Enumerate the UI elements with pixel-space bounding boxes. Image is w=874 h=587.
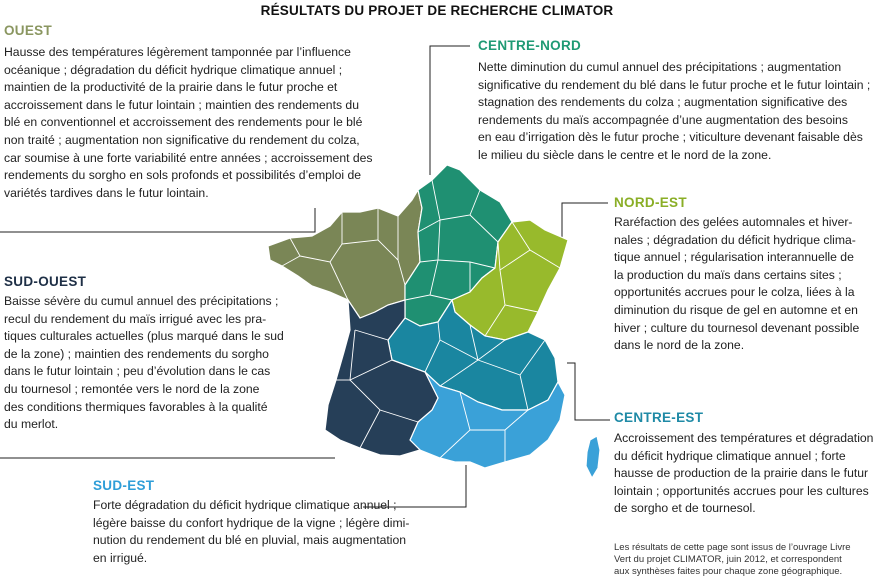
region-text-line: rendements du sorgho en sols profonds et possibilités d’emploi de [4,168,362,183]
region-heading-nord-est: NORD-EST [614,195,687,210]
region-heading-ouest: OUEST [4,23,53,38]
footnote-line: Les résultats de cette page sont issus de l’ouvrage Livre [614,542,851,553]
region-text-line: du tournesol ; remontée vers le nord de la zone [4,381,260,396]
leader-line-nord-est [562,203,608,240]
region-text-line: blé en conventionnel et accroissement des rendements pour le blé [4,115,363,130]
region-text-line: car soumise à une forte variabilité entre années ; accroissement des [4,150,373,165]
region-text-line: Hausse des températures légèrement tamponnée par l’influence [4,45,351,59]
region-text-line: significative du rendement du blé dans le futur proche et le futur lointain ; [478,77,871,92]
region-text-line: hausse de production de la prairie dans le futur [614,466,869,481]
region-text-line: accroissement dans le futur lointain ; maintien des rendements du [4,97,359,112]
region-text-line: en irrigué. [93,550,148,565]
region-text-line: Nette diminution du cumul annuel des précipitations ; augmentation [478,60,842,74]
corsica-shape [586,436,600,478]
region-text-nord-est [614,214,859,355]
region-text-line: maintien de la productivité de la prairie dans le futur proche et [4,80,338,95]
region-text-line: Raréfaction des gelées automnales et hiver- [614,215,853,229]
page-title: RÉSULTATS DU PROJET DE RECHERCHE CLIMATOR [260,3,614,18]
region-text-line: de la zone) ; maintien des rendements du sorgho [4,346,269,361]
region-text-line: variétés tardives dans le futur lointain. [4,185,209,200]
region-text-line: du merlot. [4,417,59,432]
region-heading-centre-nord: CENTRE-NORD [478,38,582,53]
region-text-line: opportunités accrues pour le colza, liées à la [614,285,855,300]
region-heading-sud-est: SUD-EST [93,478,155,493]
region-text-line: le milieu du siècle dans le centre et le nord de la zone. [478,147,772,162]
footnote-line: aux synthèses faites pour chaque zone géographique. [614,566,843,577]
region-text-line: en eau d’irrigation dès le futur proche ; viticulture devenant faisable dès [478,130,863,145]
region-heading-centre-est: CENTRE-EST [614,410,704,425]
region-text-line: nales ; dégradation du déficit hydrique clima- [614,232,856,247]
region-text-centre-est [614,430,873,518]
region-text-line: Baisse sévère du cumul annuel des précipitations ; [4,294,279,308]
region-text-line: de sorgho et de tournesol. [614,501,756,516]
region-text-line: tiques culturales actuelles (plus marqué dans le sud [4,329,284,344]
leader-line-ouest [0,208,315,232]
region-text-line: non traité ; augmentation non significative du rendement du colza, [4,132,360,147]
footnote [614,542,851,578]
region-text-line: dans le nord de la zone. [614,338,745,353]
region-text-line: des conditions thermiques favorables à la qualité [4,399,268,414]
region-text-line: diminution du risque de gel en automne et en [614,302,858,317]
region-text-line: stagnation des rendements du colza ; augmentation significative des [478,95,848,110]
region-text-line: tique annuel ; régularisation interannuelle de [614,250,854,265]
region-text-line: Accroissement des températures et dégradation [614,431,874,445]
region-text-ouest [4,44,373,202]
region-text-line: légère baisse du confort hydrique de la vigne ; légère dimi- [93,515,410,530]
region-text-line: du déficit hydrique climatique annuel ; forte [614,448,846,463]
region-text-sud-est [93,497,409,567]
region-text-line: recul du rendement du maïs irrigué avec les pra- [4,311,267,326]
region-text-sud-ouest [4,293,284,434]
region-text-line: dans le futur lointain ; peu d’évolution dans le cas [4,364,271,379]
region-text-line: la production du maïs dans certains sites ; [614,267,842,282]
region-text-line: océanique ; dégradation du déficit hydrique climatique annuel ; [4,62,343,77]
region-text-line: rendements du maïs accompagnée d’une augmentation des besoins [478,112,848,127]
leader-line-centre-nord [430,46,470,175]
region-heading-sud-ouest: SUD-OUEST [4,274,87,289]
region-text-line: nution du rendement du blé en pluvial, mais augmentation [93,533,407,548]
region-shape-ouest [268,190,422,318]
region-text-line: Forte dégradation du déficit hydrique climatique annuel ; [93,498,397,512]
footnote-line: Vert du projet CLIMATOR, juin 2012, et correspondent [614,554,842,565]
region-text-centre-nord [478,59,870,165]
leader-line-centre-est [567,363,610,420]
region-text-line: hiver ; culture du tournesol devenant possible [614,320,860,335]
region-text-line: lointain ; opportunités accrues pour les cultures [614,483,869,498]
